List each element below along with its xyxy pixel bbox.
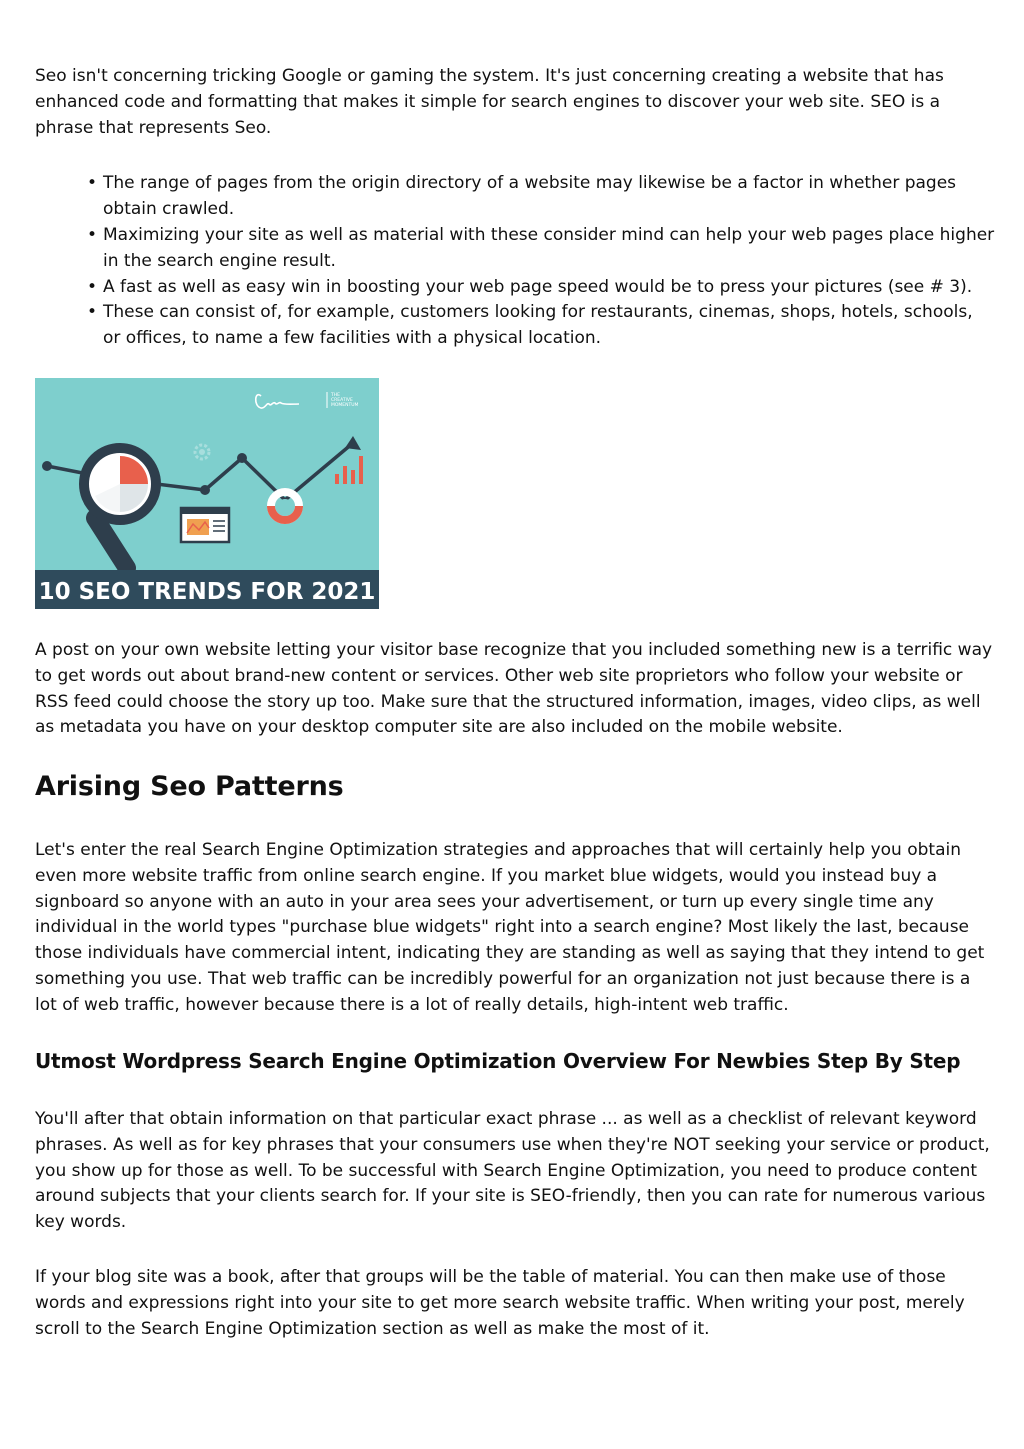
list-item: • A fast as well as easy win in boosting your web page speed would be to press your pictures (see # 3).: [103, 275, 995, 301]
section-heading: Arising Seo Patterns: [35, 771, 344, 802]
logo-text-2: CREATIVE: [331, 398, 353, 403]
list-item: • The range of pages from the origin directory of a website may likewise be a factor in whether pages obtain crawled.: [103, 171, 995, 223]
post-paragraph-block: [35, 638, 995, 741]
intro-block: [35, 64, 995, 352]
intro-paragraph: Seo isn't concerning tricking Google or gaming the system. It's just concerning creating a website that has enhanced code and formatting that makes it simple for search engines to discover your web site. SEO is a phrase that represents Seo.: [35, 66, 944, 138]
subsection-body: [35, 1107, 995, 1236]
subsection-paragraph-2: If your blog site was a book, after that groups will be the table of material. You can then make use of those words and expressions right into your site to get more search website traffic. When writing your post, merely scroll to the Search Engine Optimization section as well as make the most of it.: [35, 1267, 965, 1339]
subsection-heading: Utmost Wordpress Search Engine Optimization Overview For Newbies Step By Step: [35, 1049, 961, 1073]
list-item: • These can consist of, for example, customers looking for restaurants, cinemas, shops, hotels, schools, or offices, to name a few facilities with a physical location.: [103, 300, 995, 352]
list-item: • Maximizing your site as well as material with these consider mind can help your web pages place higher in the search engine result.: [103, 223, 995, 275]
section-body: [35, 838, 995, 1019]
subsection-body-2: [35, 1265, 995, 1342]
logo-text-1: THE: [331, 393, 340, 398]
post-paragraph: A post on your own website letting your visitor base recognize that you included something new is a terrific way to get words out about brand-new content or services. Other web site proprietors who follow your website or RSS feed could choose the story up too. Make sure that the structured information, images, video clips, as well as metadata you have on your desktop computer site are also included on the mobile website.: [35, 640, 993, 738]
banner-title: 10 SEO TRENDS FOR 2021: [38, 579, 376, 605]
bullet-list: [35, 171, 995, 352]
logo-text-3: MOMENTUM: [331, 403, 359, 408]
subsection-paragraph-1: You'll after that obtain information on that particular exact phrase ... as well as a checklist of relevant keyword phrases. As well as for key phrases that your consumers use when they're NOT seeking your service or product, you show up for those as well. To be successful with Search Engine Optimization, you need to produce content around subjects that your clients search for. If your site is SEO-friendly, then you can rate for numerous various key words.: [35, 1109, 990, 1233]
section-paragraph: Let's enter the real Search Engine Optimization strategies and approaches that will certainly help you obtain even more website traffic from online search engine. If you market blue widgets, would you instead buy a signboard so anyone with an auto in your area sees your advertisement, or turn up every single time any individual in the world types "purchase blue widgets" right into a search engine? Most likely the last, because those individuals have commercial intent, indicating they are standing as well as saying that they intend to get something you use. That web traffic can be incredibly powerful for an organization not just because there is a lot of web traffic, however because there is a lot of really details, high-intent web traffic.: [35, 840, 985, 1015]
seo-trends-image: [35, 378, 379, 609]
